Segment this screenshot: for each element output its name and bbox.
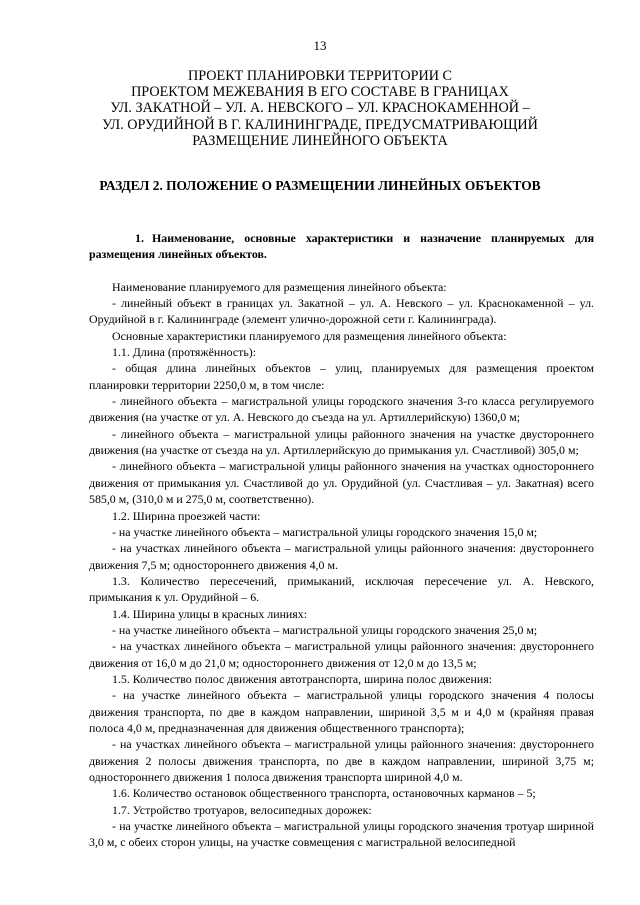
paragraph: Наименование планируемого для размещения линейного объекта: — [112, 279, 447, 294]
paragraph: Основные характеристики планируемого для размещения линейного объекта: — [112, 328, 507, 343]
paragraph: 1.3. Количество пересечений, примыканий, исключая пересечение ул. А. Невского, примыкания к ул. Орудийной – 6. — [89, 573, 594, 605]
subsection-heading — [89, 230, 594, 263]
title-line: УЛ. ОРУДИЙНОЙ В Г. КАЛИНИНГРАДЕ, ПРЕДУСМАТРИВАЮЩИЙ — [102, 116, 538, 133]
paragraph: - линейного объекта – магистральной улицы городского значения 3-го класса регулируемого движения (на участке от ул. А. Невского до съезда на ул. Артиллерийскую) 1360,0 м; — [89, 394, 594, 425]
paragraph: 1.5. Количество полос движения автотранспорта, ширина полос движения: — [112, 671, 492, 686]
paragraph: 1.2. Ширина проезжей части: — [112, 508, 261, 523]
paragraph: - на участках линейного объекта – магистральной улицы районного значения: двустороннего движения 2 полосы движения транспорта, по две в каждом направлении, шириной 3,75 м; одностороннего движения 1 полоса движения транспорта шириной 4,0 м. — [89, 737, 594, 784]
title-line: ПРОЕКТОМ МЕЖЕВАНИЯ В ЕГО СОСТАВЕ В ГРАНИЦАХ — [131, 84, 509, 101]
section-heading: РАЗДЕЛ 2. ПОЛОЖЕНИЕ О РАЗМЕЩЕНИИ ЛИНЕЙНЫХ ОБЪЕКТОВ — [99, 178, 541, 193]
paragraph: - на участке линейного объекта – магистральной улицы городского значения тротуар шириной 3,0 м, с обеих сторон улицы, на участке совмещения с магистральной велосипедной — [89, 819, 594, 850]
document-title — [60, 68, 580, 149]
paragraph: - на участках линейного объекта – магистральной улицы районного значения: двустороннего движения 7,5 м; одностороннего движения 4,0 м. — [89, 541, 594, 572]
paragraph: - на участках линейного объекта – магистральной улицы районного значения: двустороннего движения от 16,0 м до 21,0 м; одностороннего движения от 12,0 м до 13,5 м; — [89, 639, 594, 670]
paragraph: 1.4. Ширина улицы в красных линиях: — [112, 606, 308, 621]
title-line: УЛ. ЗАКАТНОЙ – УЛ. А. НЕВСКОГО – УЛ. КРАСНОКАМЕННОЙ – — [110, 100, 530, 117]
paragraph: - общая длина линейных объектов – улиц, планируемых для размещения проектом планировки территории 2250,0 м, в том числе: — [89, 361, 594, 392]
title-line: ПРОЕКТ ПЛАНИРОВКИ ТЕРРИТОРИИ С — [187, 68, 452, 84]
paragraph: - на участке линейного объекта – магистральной улицы городского значения 4 полосы движения транспорта, по две в каждом направлении, шириной 3,5 м и 4,0 м (крайняя правая полоса 4,0 м, предназначенная для движения общественного транспорта); — [89, 688, 594, 735]
paragraph: - линейного объекта – магистральной улицы районного значения на участке двустороннего движения (на участке от съезда на ул. Артиллерийскую до примыкания ул. Счастливой) 305,0 м; — [89, 426, 594, 458]
paragraph: - линейный объект в границах ул. Закатной – ул. А. Невского – ул. Краснокаменной – ул. Орудийной в г. Калининграде (элемент улично-дорожной сети г. Калининграда). — [89, 296, 594, 327]
subsection-heading-text: Наименование, основные характеристики и назначение планируемых для размещения линейных объектов. — [89, 231, 594, 262]
paragraph: - на участке линейного объекта – магистральной улицы городского значения 25,0 м; — [112, 622, 538, 637]
paragraph: 1.1. Длина (протяжённость): — [112, 345, 257, 360]
page-number: 13 — [313, 38, 327, 53]
subsection-number: 1. — [135, 231, 144, 245]
paragraph: - на участке линейного объекта – магистральной улицы городского значения 15,0 м; — [112, 524, 538, 539]
paragraph: - линейного объекта – магистральной улицы районного значения на участках одностороннего движения от примыкания ул. Счастливой до ул. Орудийной (ул. Счастливая – ул. Закатная) всего 585,0 м, (310,0 м и 275,0 м, соответственно). — [89, 459, 594, 507]
title-line: РАЗМЕЩЕНИЕ ЛИНЕЙНОГО ОБЪЕКТА — [192, 132, 448, 149]
document-body — [89, 230, 594, 851]
paragraph: 1.7. Устройство тротуаров, велосипедных дорожек: — [112, 802, 372, 817]
paragraph: 1.6. Количество остановок общественного транспорта, остановочных карманов – 5; — [112, 786, 536, 801]
